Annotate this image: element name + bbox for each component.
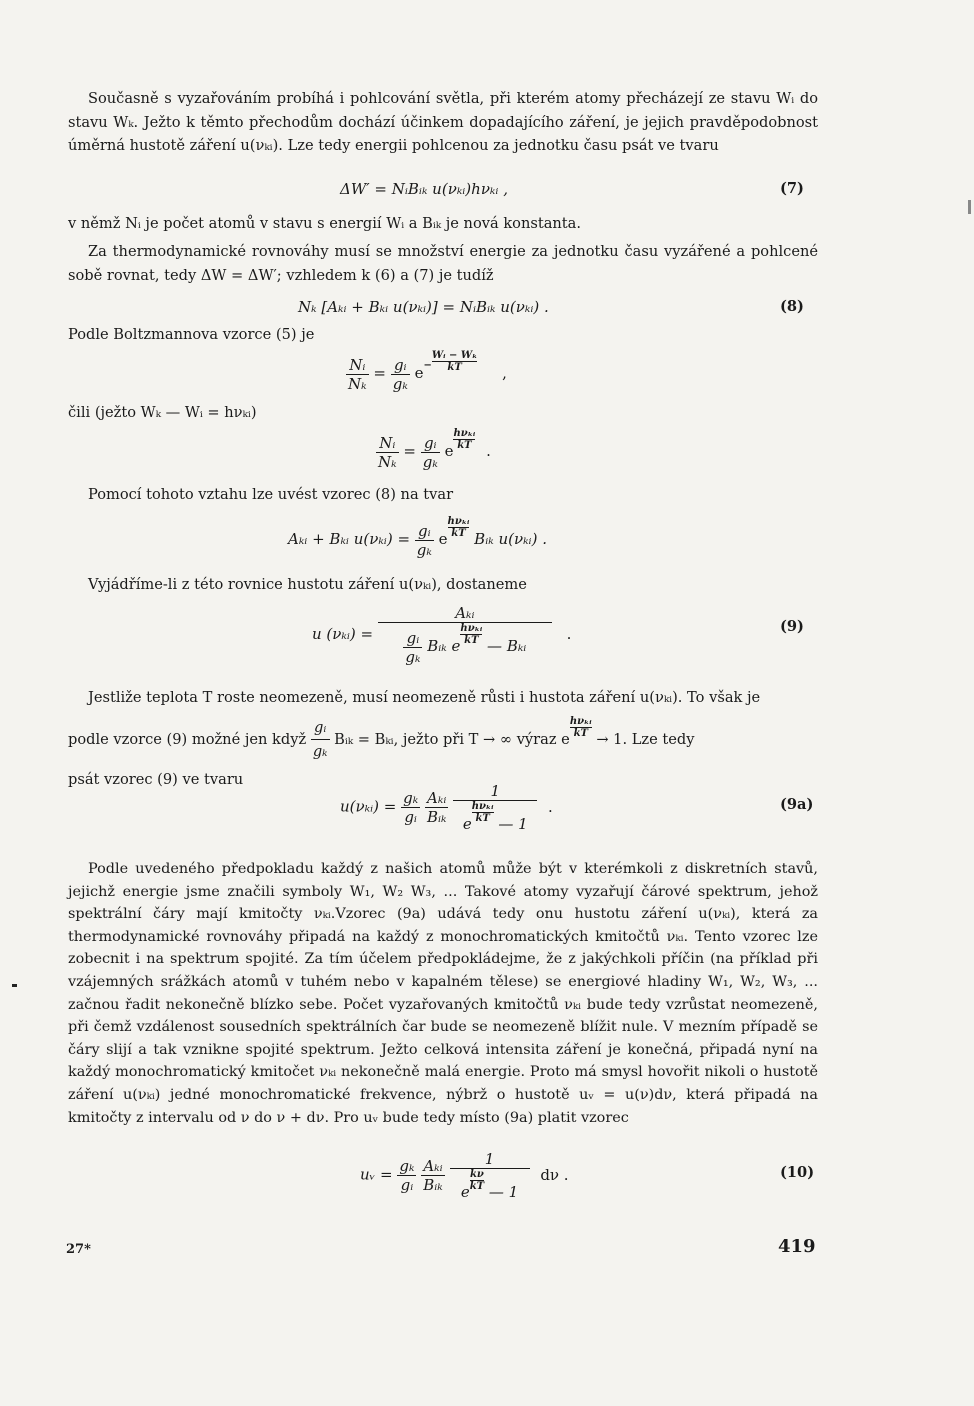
eq-lhs: Aₖᵢ + Bₖᵢ u(νₖᵢ) = (288, 530, 411, 548)
equation-10-number: (10) (780, 1164, 815, 1181)
text-span: Bᵢₖ = Bₖᵢ, ježto při T → ∞ výraz e (334, 730, 570, 748)
eq-tail: dν . (540, 1165, 569, 1184)
fraction-g-ratio (391, 356, 410, 393)
exponent-fraction (448, 516, 470, 539)
fraction-g-ratio (415, 522, 434, 559)
exponent-fraction (470, 1169, 484, 1192)
frac-num: Aₖᵢ (425, 789, 449, 808)
exp-num: kν (469, 1169, 484, 1180)
frac-den: Nₖ (378, 452, 397, 471)
frac-den: gₖ (416, 540, 432, 559)
equation-intermediate (288, 516, 547, 559)
label-vyjadrime: Vyjádříme-li z této rovnice hustotu záření u(νₖᵢ), dostaneme (88, 576, 527, 593)
fraction-g-ratio (403, 629, 422, 666)
equation-10 (360, 1150, 569, 1201)
frac-den (450, 1169, 530, 1201)
exp-den: kT (464, 635, 479, 646)
text-span: → 1. Lze tedy (596, 730, 695, 748)
fraction-planck (453, 782, 537, 833)
frac-num: gₖ (403, 789, 419, 807)
exp-num: Wᵢ − Wₖ (431, 350, 478, 361)
exp-num: hνₖᵢ (569, 715, 592, 727)
fraction-g (397, 1157, 416, 1194)
den-tail: — Bₖᵢ (487, 637, 527, 655)
line-after-eq7: v němž Nᵢ je počet atomů v stavu s energií Wᵢ a Bᵢₖ je nová konstanta. (68, 215, 582, 232)
equation-8-number: (8) (780, 298, 804, 315)
fraction-ab (425, 789, 449, 826)
frac-num: gₖ (399, 1157, 415, 1175)
frac-den: Bᵢₖ (426, 808, 447, 826)
exp-base: e (444, 442, 454, 460)
equation-9-number: (9) (780, 618, 804, 635)
eq-tail: . (486, 442, 491, 460)
frac-den (378, 623, 552, 666)
exp-den: kT (451, 528, 466, 539)
frac-num: Nᵢ (346, 356, 369, 375)
equation-9 (312, 604, 571, 666)
frac-den: gₖ (405, 647, 421, 666)
exp-sign: − (423, 360, 432, 371)
frac-num: Nᵢ (376, 434, 399, 453)
exp-base: e (462, 815, 472, 833)
paragraph-continuous-spectrum: Podle uvedeného předpokladu každý z našich atomů může být v kterémkoli z diskretních stavů, jejichž energie jsme značili symboly W₁, W₂ W₃, ... Takové atomy vyzařují čárové spektrum, jehož spektrální čáry mají kmitočty νₖᵢ.Vzorec (9a) udává tedy onu hustotu záření u(νₖᵢ), která za thermodynamické rovnováhy připadá na každý z monochromatických kmitočtů νₖᵢ. Tento vzorec lze zobecnit i na spektrum spojité. Za tím účelem předpokládejme, že z jakýchkoli příčin (na příklad při vzájemných srážkách atomů v tuhém nebo v kapalném tělese) se energiové hladiny W₁, W₂, W₃, ... začnou řadit nekonečně blízko sebe. Počet vyzařovaných kmitočtů νₖᵢ bude tedy vzrůstat neomezeně, při čemž vzdálenost sousedních spektrálních čar bude se neomezeně blížit nule. V mezním případě se čáry slijí a tak vznikne spojité spektrum. Ježto celková intensita záření je konečná, připadá nyní na každý monochromatický kmitočet νₖᵢ nekonečně malá energie. Proto má smysl hovořit nikoli o hustotě záření u(νₖᵢ) jedné monochromatické frekvence, nýbrž o hustotě uᵥ = u(ν)dν, která připadá na kmitočty z intervalu od ν do ν + dν. Pro uᵥ bude tedy místo (9a) platit vzorec (68, 861, 818, 1126)
frac-den: Bᵢₖ (423, 1176, 443, 1194)
frac-den: gₖ (312, 743, 328, 760)
den-tail: — 1 (498, 815, 528, 833)
exp-den: kT (469, 1181, 485, 1192)
exponent-fraction (432, 350, 477, 373)
equation-boltzmann-1: $\frac{\text{Nᵢ}}{\text{Nₖ}}$ = $\frac{\text{gᵢ}}{\text{gₖ}}$ e− $\frac{\text{Wᵢ − Wₖ}}{kT}$ , (348, 350, 507, 393)
frac-den (453, 801, 537, 833)
fraction-ab (421, 1157, 445, 1194)
fraction-g-ratio (421, 434, 440, 471)
page-number: 419 (778, 1236, 816, 1257)
exp-base: e (414, 364, 424, 382)
exponent-fraction (460, 623, 482, 646)
paragraph-temperature-line1: Jestliže teplota T roste neomezeně, musí neomezeně růsti i hustota záření u(νₖᵢ). To však je (88, 689, 761, 706)
eq-lhs: u (νₖᵢ) = (312, 624, 374, 643)
eq-tail: . (566, 624, 572, 643)
eq-tail: , (502, 364, 507, 382)
eq-tail: . (548, 797, 553, 816)
frac-num: gᵢ (415, 522, 434, 541)
fraction-n-ratio (376, 434, 399, 471)
frac-den: gₖ (392, 374, 408, 393)
exp-num: hνₖᵢ (453, 428, 476, 439)
frac-num: 1 (450, 1150, 530, 1169)
paragraph-temperature-line3: psát vzorec (9) ve tvaru (68, 770, 244, 788)
exp-den: kT (573, 727, 588, 739)
eq-lhs: u(νₖᵢ) = (340, 797, 397, 816)
fraction-planck (450, 1150, 530, 1201)
exp-den: kT (475, 813, 490, 824)
paragraph-equilibrium-wrap (68, 240, 818, 287)
exponent-fraction (472, 801, 494, 824)
label-cili: čili (ježto Wₖ — Wᵢ = hνₖᵢ) (68, 404, 257, 421)
frac-num: gᵢ (311, 716, 330, 741)
line-after-eq7-wrap (68, 212, 818, 236)
frac-num: gᵢ (391, 356, 410, 375)
paragraph-continuous-wrap (68, 858, 818, 1129)
paragraph-temperature-wrap (68, 686, 818, 791)
exp-den: kT (447, 362, 462, 373)
exp-base: e (460, 1183, 470, 1201)
exp-base: e (438, 530, 448, 548)
label-pomoci: Pomocí tohoto vztahu lze uvést vzorec (8) na tvar (88, 486, 454, 503)
text-column-top (68, 87, 818, 158)
text-span: podle vzorce (9) možné jen když (68, 730, 307, 748)
equation-7: ΔW′ = NᵢBᵢₖ u(νₖᵢ)hνₖᵢ , (340, 180, 508, 198)
equation-7-number: (7) (780, 180, 804, 197)
frac-den: Nₖ (348, 374, 367, 393)
paragraph-temperature-line2 (68, 716, 818, 764)
frac-num: gᵢ (403, 629, 422, 648)
den-tail: — 1 (488, 1183, 519, 1201)
exp-num: hνₖᵢ (471, 801, 494, 812)
scan-edge-mark (968, 200, 971, 214)
frac-num: Aₖᵢ (378, 604, 552, 623)
frac-den: gᵢ (404, 808, 417, 826)
equation-boltzmann-2: $\frac{\text{Nᵢ}}{\text{Nₖ}}$ = $\frac{\text{gᵢ}}{\text{gₖ}}$ e hνₖᵢ kT . (378, 428, 491, 471)
signature-mark: 27* (66, 1242, 91, 1257)
exponent-fraction (570, 716, 592, 739)
frac-num: gᵢ (421, 434, 440, 453)
den-mid: Bᵢₖ e (427, 637, 461, 655)
fraction-g-ratio (311, 716, 330, 764)
frac-num: Aₖᵢ (421, 1157, 445, 1176)
fraction-n-ratio (346, 356, 369, 393)
paragraph-equilibrium: Za thermodynamické rovnováhy musí se množství energie za jednotku času vyzářené a pohlcené sobě rovnat, tedy ΔW = ΔW′; vzhledem k (6) a (7) je tudíž (68, 243, 818, 284)
exponent-fraction (453, 428, 475, 451)
frac-num: 1 (453, 782, 537, 801)
equation-9a-number: (9a) (780, 796, 814, 813)
exp-num: hνₖᵢ (447, 516, 470, 527)
equation-9a (340, 782, 553, 833)
eq-lhs: uᵥ = (360, 1165, 393, 1184)
scan-speck (12, 984, 17, 987)
frac-den: gᵢ (400, 1176, 414, 1194)
paragraph-absorption: Současně s vyzařováním probíhá i pohlcování světla, při kterém atomy přecházejí ze stavu Wᵢ do stavu Wₖ. Ježto k těmto přechodům dochází účinkem dopadajícího záření, je jejich pravděpodobnost úměrná hustotě záření u(νₖᵢ). Lze tedy energii pohlcenou za jednotku času psát ve tvaru (68, 90, 818, 154)
label-boltzmann: Podle Boltzmannova vzorce (5) je (68, 326, 315, 343)
fraction-main (378, 604, 552, 666)
fraction-g (401, 789, 420, 826)
exp-num: hνₖᵢ (460, 623, 483, 634)
equation-8: Nₖ [Aₖᵢ + Bₖᵢ u(νₖᵢ)] = NᵢBᵢₖ u(νₖᵢ) . (298, 298, 549, 316)
eq-rhs: Bᵢₖ u(νₖᵢ) . (474, 530, 547, 548)
exp-den: kT (457, 440, 472, 451)
frac-den: gₖ (422, 452, 438, 471)
